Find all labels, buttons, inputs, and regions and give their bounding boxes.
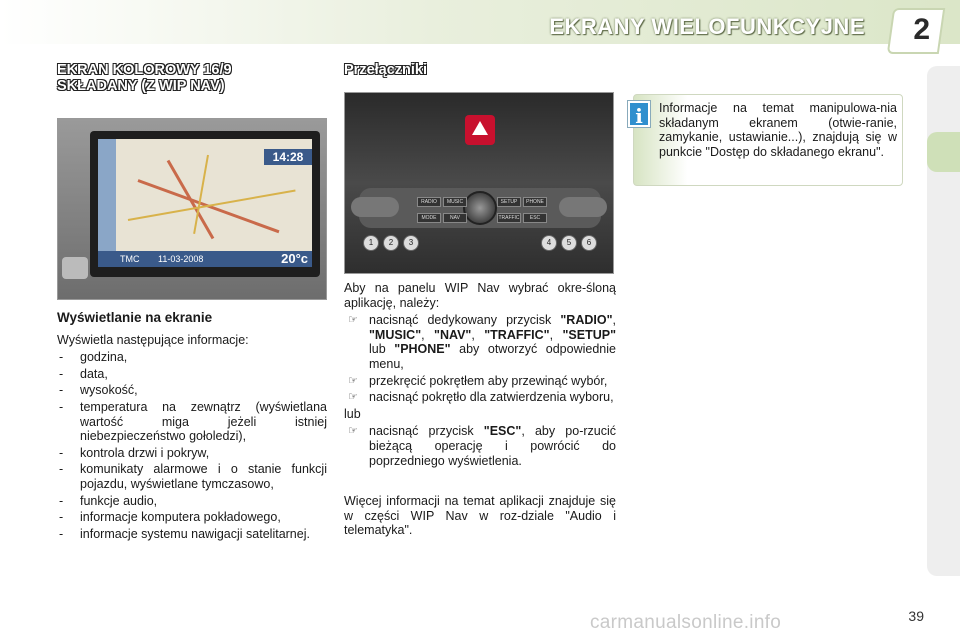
list-item: - funkcje audio, [57,494,327,509]
list-item: - data, [57,367,327,382]
map-side-panel [98,139,116,267]
screen-temperature: 20°c [281,251,308,266]
step-item [344,390,616,405]
screen-photo [57,118,327,300]
or-word: lub [369,342,386,357]
pointer-icon: ☞ [348,425,358,438]
subheading-display: Wyświetlanie na ekranie [57,310,213,325]
separator: , [549,327,554,342]
info-box-text: Informacje na temat manipulowa-nia składanym ekranem (otwie-ranie, zamykanie, ustawianie...), znajdują się w punkcie "Dostęp do składanego ekranu". [659,101,897,159]
step-item [344,313,616,371]
panel-button-setup: SETUP [497,197,521,207]
preset-button-4: 4 [541,235,557,251]
keyword-phone: "PHONE" [394,342,451,357]
map-road [167,160,215,239]
display-intro: Wyświetla następujące informacje: [57,332,249,347]
keyword-esc: "ESC" [483,424,522,439]
list-item: - informacje systemu nawigacji satelitarnej. [57,527,327,542]
chapter-number: 2 [913,13,930,46]
step4-prefix: nacisnąć przycisk [369,424,474,439]
keyword-music: "MUSIC" [369,327,422,342]
pointer-icon: ☞ [348,314,358,327]
screen-status-bar [98,251,312,267]
preset-button-6: 6 [581,235,597,251]
hazard-warning-icon [465,115,495,145]
keyword-traffic: "TRAFFIC" [484,327,550,342]
list-item: - temperatura na zewnątrz (wyświetlana wartość miga jeżeli istniej niebezpieczeństwo gołoledzi), [57,400,327,444]
section-title-color-screen [57,62,232,94]
separator: , [471,327,475,342]
list-item: - komunikaty alarmowe i o stanie funkcji pojazdu, wyświetlane tymczasowo, [57,462,327,491]
panel-button-traffic: TRAFFIC [498,215,520,221]
step4-suffix: , aby po-rzucić bieżącą operację i powrócić do poprzedniego wyświetlenia. [369,424,616,468]
side-index-active-tab[interactable] [927,132,960,172]
section-title-line-2: SKŁADANY (Z WIP NAV) [57,78,225,94]
display-info-section [57,311,327,543]
step2-text: przekręcić pokrętłem aby przewinąć wybór, [369,373,608,388]
section-title-switches: Przełączniki [344,62,428,78]
panel-button-mode: MODE [417,213,441,223]
rotary-knob [463,191,497,225]
panel-button-music: MUSIC [443,197,467,207]
step-item [344,374,616,389]
info-icon: i [628,101,650,127]
screen-clock: 14:28 [264,149,312,165]
switches-section [344,281,616,541]
preset-button-1: 1 [363,235,379,251]
seek-control [559,197,607,217]
panel-button-radio: RADIO [417,197,441,207]
preset-button-5: 5 [561,235,577,251]
switches-intro: Aby na panelu WIP Nav wybrać okre-śloną aplikację, należy: [344,281,616,310]
watermark: carmanualsonline.info [590,612,782,633]
control-panel-photo [344,92,614,274]
list-item: - informacje komputera pokładowego, [57,510,327,525]
preset-button-3: 3 [403,235,419,251]
panel-button-esc: ESC [523,213,547,223]
list-item: - kontrola drzwi i pokryw, [57,446,327,461]
more-info-note: Więcej informacji na temat aplikacji znajduje się w części WIP Nav w roz-dziale "Audio i telematyka". [344,494,616,538]
or-separator: lub [344,406,361,421]
panel-button-nav: NAV [443,213,467,223]
separator: , [421,327,425,342]
step1-prefix: nacisnąć dedykowany przycisk [369,313,552,328]
spacer [344,470,616,494]
screen-eject-button [62,257,88,279]
screen-tmc-label: TMC [120,254,140,264]
keyword-nav: "NAV" [434,327,472,342]
section-title-line-1: EKRAN KOLOROWY 16/9 [57,62,232,78]
map-road [128,189,296,220]
preset-button-2: 2 [383,235,399,251]
pointer-icon: ☞ [348,391,358,404]
step-item [344,424,616,468]
navigation-map [98,139,312,267]
volume-control [351,197,399,217]
list-item: - wysokość, [57,383,327,398]
pointer-icon: ☞ [348,374,358,387]
page-title: EKRANY WIELOFUNKCYJNE [549,14,865,39]
keyword-setup: "SETUP" [562,327,616,342]
page-number: 39 [908,608,924,624]
panel-button-phone: PHONE [523,197,547,207]
list-item: - godzina, [57,350,327,365]
step1-suffix: aby otworzyć odpowiednie menu, [369,342,616,371]
screen-date: 11-03-2008 [158,254,204,264]
separator: , [612,313,616,328]
keyword-radio: "RADIO" [560,313,613,328]
step3-text: nacisnąć pokrętło dla zatwierdzenia wyboru, [369,390,614,405]
